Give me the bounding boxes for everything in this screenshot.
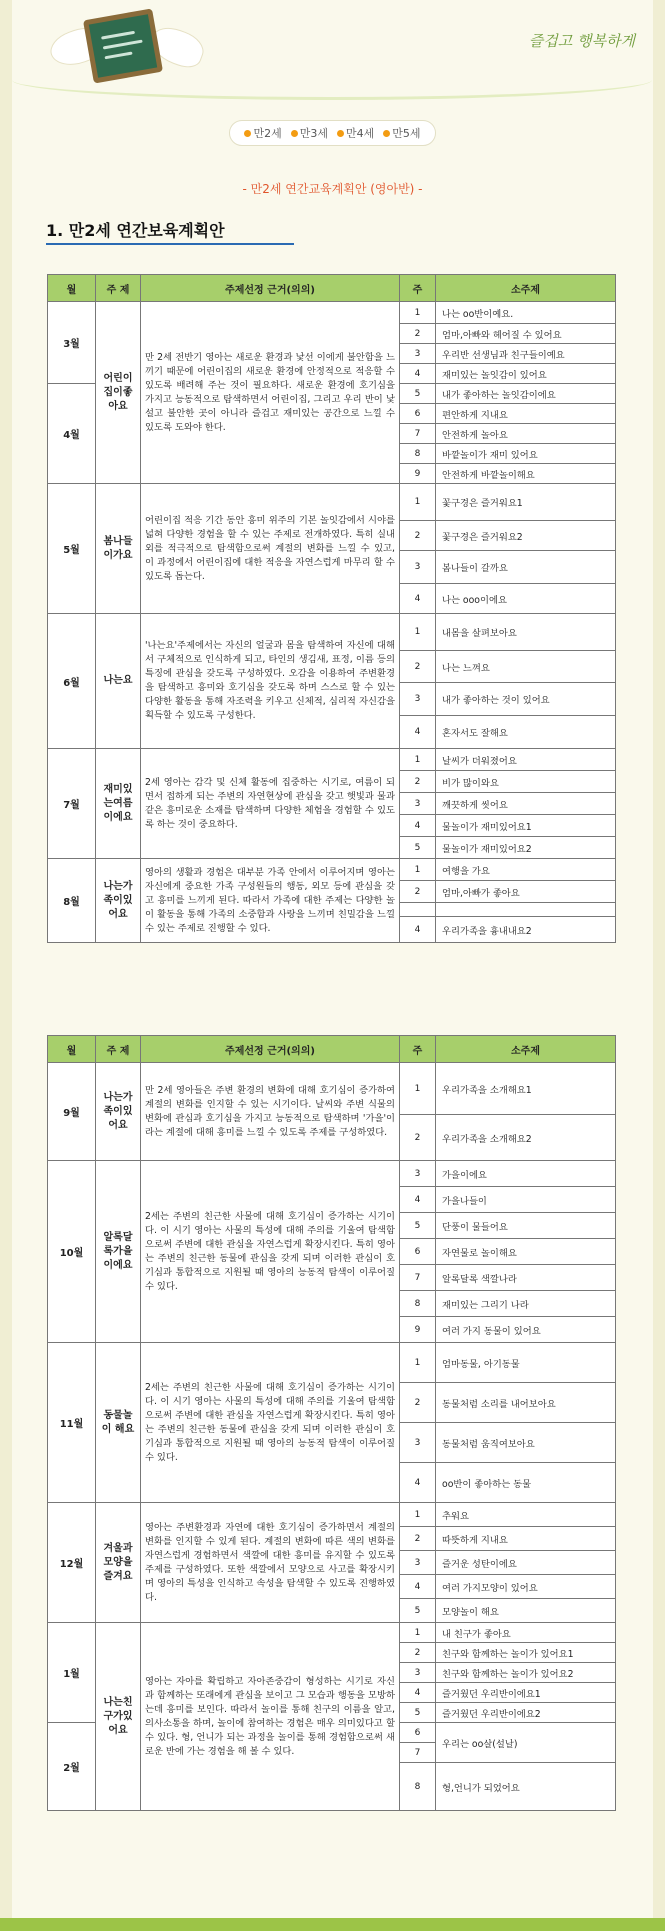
week-number: 3 xyxy=(400,1161,436,1187)
table-row xyxy=(48,1343,616,1383)
week-number: 3 xyxy=(400,1551,436,1575)
month-cell: 2월 xyxy=(48,1723,96,1811)
week-number: 2 xyxy=(400,521,436,551)
subtopic: 내가 좋아하는 것이 있어요 xyxy=(436,683,616,716)
page-subtitle: - 만2세 연간교육계획안 (영아반) - xyxy=(242,182,423,196)
week-number: 4 xyxy=(400,917,436,943)
subtopic: 내몸을 살펴보아요 xyxy=(436,614,616,651)
table-row xyxy=(48,859,616,881)
week-number: 4 xyxy=(400,1575,436,1599)
week-number: 1 xyxy=(400,1063,436,1115)
subtopic: 엄마동물, 아기동물 xyxy=(436,1343,616,1383)
week-number: 2 xyxy=(400,881,436,903)
bullet-icon xyxy=(337,130,344,137)
plan-table-1 xyxy=(47,274,616,943)
subtopic: 우리가족을 흉내내요2 xyxy=(436,917,616,943)
header-subtopic: 소주제 xyxy=(436,1036,616,1063)
theme-cell: 겨울과모양을즐겨요 xyxy=(96,1503,141,1623)
week-number: 4 xyxy=(400,1683,436,1703)
week-number: 8 xyxy=(400,1291,436,1317)
week-number: 1 xyxy=(400,302,436,324)
week-number: 2 xyxy=(400,771,436,793)
subtopic: 가을나들이 xyxy=(436,1187,616,1213)
subtopic: 친구와 함께하는 놀이가 있어요1 xyxy=(436,1643,616,1663)
subtopic: 우리가족을 소개해요1 xyxy=(436,1063,616,1115)
week-number: 2 xyxy=(400,1383,436,1423)
week-number: 1 xyxy=(400,1623,436,1643)
header-slogan: 즐겁고 행복하게 xyxy=(528,32,635,50)
subtopic: 내가 좋아하는 놀잇감이에요 xyxy=(436,384,616,404)
subtopic: 엄마,아빠와 헤어질 수 있어요 xyxy=(436,324,616,344)
reason-cell: 만 2세 전반기 영아는 새로운 환경과 낯선 이에게 불안함을 느끼기 때문에 어린이집의 새로운 환경에 안정적으로 적응할 수 있도록 배려해 주는 것이 필요하다. 새로운 환경에 호기심을 가지고 능동적으로 탐색하면서 어린이집, 그리고 우리 반이 낯설고 불안한 곳이 아니라 즐겁고 재미있는 공간으로 느낄 수 있도록 도와야 한다. xyxy=(141,302,400,484)
header-month: 월 xyxy=(48,1036,96,1063)
header xyxy=(0,0,665,110)
week-number: 5 xyxy=(400,1213,436,1239)
subtopic: 여러 가지 동물이 있어요 xyxy=(436,1317,616,1343)
subtopic: 안전하게 바깥놀이해요 xyxy=(436,464,616,484)
month-cell: 12월 xyxy=(48,1503,96,1623)
subtopic: 친구와 함께하는 놀이가 있어요2 xyxy=(436,1663,616,1683)
section-underline xyxy=(46,243,294,245)
bullet-icon xyxy=(244,130,251,137)
week-number: 6 xyxy=(400,1239,436,1265)
subtopic: 바깥놀이가 재미 있어요 xyxy=(436,444,616,464)
week-number: 3 xyxy=(400,793,436,815)
subtopic: 우리가족을 소개해요2 xyxy=(436,1115,616,1161)
reason-cell: 만 2세 영아들은 주변 환경의 변화에 대해 호기심이 증가하여 계절의 변화를 인지할 수 있는 시기이다. 날씨와 주변 식물의 변화에 관심과 호기심을 가지고 능동적으로 탐색하며 '가을'이라는 계절에 대해 흥미를 느낄 수 있도록 주제를 구성하였다. xyxy=(141,1063,400,1161)
week-number: 2 xyxy=(400,651,436,683)
week-number: 3 xyxy=(400,1423,436,1463)
week-number: 3 xyxy=(400,344,436,364)
table-row xyxy=(48,302,616,324)
theme-cell: 알록달록가을이에요 xyxy=(96,1161,141,1343)
reason-cell: 영아의 생활과 경험은 대부분 가족 안에서 이루어지며 영아는 자신에게 중요한 가족 구성원들의 행동, 외모 등에 관심을 갖고 흥미를 느끼게 된다. 따라서 가족에 대한 주제는 다양한 놀이 활동을 통해 가족의 소중함과 사랑을 느끼며 친밀감을 느낄 수 있는 주제로 진행할 수 있다. xyxy=(141,859,400,943)
section-title: 1. 만2세 연간보육계획안 xyxy=(46,221,225,240)
table-row xyxy=(48,1161,616,1187)
subtopic: 여러 가지모양이 있어요 xyxy=(436,1575,616,1599)
subtopic: 추워요 xyxy=(436,1503,616,1527)
chalkboard-icon xyxy=(83,8,163,83)
subtopic: 봄나들이 갈까요 xyxy=(436,551,616,584)
age-tab-3[interactable]: 만3세 xyxy=(291,125,328,141)
week-number: 2 xyxy=(400,1527,436,1551)
theme-cell: 재미있는여름이에요 xyxy=(96,749,141,859)
week-number: 1 xyxy=(400,1503,436,1527)
subtopic: 우리반 선생님과 친구들이예요 xyxy=(436,344,616,364)
week-number: 4 xyxy=(400,364,436,384)
reason-cell: 어린이집 적응 기간 동안 흥미 위주의 기본 놀잇감에서 시야를 넓혀 다양한 경험을 할 수 있는 주제로 전개하였다. 특히 실내외를 적극적으로 탐색함으로써 계절의 변화를 느낄 수 있고, 이 과정에서 어린이집에 대한 적응을 자연스럽게 마무리 할 수 있도록 돕는다. xyxy=(141,484,400,614)
week-number: 7 xyxy=(400,424,436,444)
week-number: 1 xyxy=(400,859,436,881)
subtopic: 나는 ooo이에요 xyxy=(436,584,616,614)
week-number: 9 xyxy=(400,464,436,484)
week-number: 4 xyxy=(400,815,436,837)
week-number: 4 xyxy=(400,1463,436,1503)
table-row xyxy=(48,1063,616,1115)
week-number: 2 xyxy=(400,1643,436,1663)
reason-cell: 2세 영아는 감각 및 신체 활동에 집중하는 시기로, 여름이 되면서 접하게 되는 주변의 자연현상에 관심을 갖고 햇빛과 물과 같은 흥미로운 소재를 탐색하며 다양한 체험을 경험할 수 있도록 하는 것이 중요하다. xyxy=(141,749,400,859)
table-row xyxy=(48,749,616,771)
week-number: 5 xyxy=(400,384,436,404)
subtopic: 비가 많이와요 xyxy=(436,771,616,793)
table-row xyxy=(48,1623,616,1643)
month-cell: 3월 xyxy=(48,302,96,384)
subtopic: 가을이에요 xyxy=(436,1161,616,1187)
header-week: 주 xyxy=(400,275,436,302)
reason-cell: 2세는 주변의 친근한 사물에 대해 호기심이 증가하는 시기이다. 이 시기 영아는 사물의 특성에 대해 주의를 기울여 탐색함으로써 주변에 대한 관심을 자연스럽게 확장시킨다. 특히 영아는 주변의 친근한 동물에 관심을 갖게 되며 이러한 관심이 호기심과 통합적으로 지원될 때 영아의 능동적 탐색이 이루어질 수 있다. xyxy=(141,1343,400,1503)
table-row xyxy=(48,1503,616,1527)
week-number: 2 xyxy=(400,1115,436,1161)
reason-cell: 영아는 자아를 확립하고 자아존중감이 형성하는 시기로 자신과 함께하는 또래에게 관심을 보이고 그 모습과 행동을 모방하는데 흥미를 보인다. 따라서 놀이를 통해 친구의 이름을 알고, 의사소통을 하며, 놀이에 참여하는 경험은 매우 의미있다고 할 수 있다. 형, 언니가 되는 과정을 놀이를 통해 경험함으로써 새로운 반에 가는 경험을 해 볼 수 있다. xyxy=(141,1623,400,1811)
age-tab-2[interactable]: 만2세 xyxy=(244,125,281,141)
subtopic: 물놀이가 재미있어요2 xyxy=(436,837,616,859)
plan-table-2 xyxy=(47,1035,616,1811)
reason-cell: 2세는 주변의 친근한 사물에 대해 호기심이 증가하는 시기이다. 이 시기 영아는 사물의 특성에 대해 주의를 기울여 탐색함으로써 주변에 대한 관심을 자연스럽게 확장시킨다. 특히 영아는 주변의 친근한 동물에 관심을 갖게 되며 이러한 관심이 호기심과 통합적으로 지원될 때 영아의 능동적 탐색이 이루어질 수 있다. xyxy=(141,1161,400,1343)
bullet-icon xyxy=(383,130,390,137)
week-number: 1 xyxy=(400,484,436,521)
week-number: 4 xyxy=(400,584,436,614)
week-number: 7 xyxy=(400,1743,436,1763)
subtopic: oo반이 좋아하는 동물 xyxy=(436,1463,616,1503)
month-cell: 4월 xyxy=(48,384,96,484)
header-week: 주 xyxy=(400,1036,436,1063)
reason-cell: '나는요'주제에서는 자신의 얼굴과 몸을 탐색하여 자신에 대해서 구체적으로 인식하게 되고, 타인의 생김새, 표정, 이름 등의 특징에 관심을 갖도록 구성하였다. 오감을 이용하여 주변환경을 탐색하고 흥미와 호기심을 갖도록 하며 스스로 할 수 있는 다양한 활동을 통해 자조력을 키우고 신체적, 심리적 자신감을 획득할 수 있도록 구성한다. xyxy=(141,614,400,749)
subtopic: 알록달록 색깔나라 xyxy=(436,1265,616,1291)
week-number: 2 xyxy=(400,324,436,344)
theme-cell: 나는요 xyxy=(96,614,141,749)
week-number: 6 xyxy=(400,1723,436,1743)
age-tab-4[interactable]: 만4세 xyxy=(337,125,374,141)
month-cell: 11월 xyxy=(48,1343,96,1503)
week-number: 5 xyxy=(400,837,436,859)
theme-cell: 동물놀이 해요 xyxy=(96,1343,141,1503)
week-number: 5 xyxy=(400,1599,436,1623)
subtopic: 날씨가 더워졌어요 xyxy=(436,749,616,771)
theme-cell: 나는친구가있어요 xyxy=(96,1623,141,1811)
subtopic: 따뜻하게 지내요 xyxy=(436,1527,616,1551)
week-number: 6 xyxy=(400,404,436,424)
month-cell: 10월 xyxy=(48,1161,96,1343)
month-cell: 6월 xyxy=(48,614,96,749)
week-number: 7 xyxy=(400,1265,436,1291)
week-number: 8 xyxy=(400,444,436,464)
table-header-row xyxy=(48,275,616,302)
subtopic: 편안하게 지내요 xyxy=(436,404,616,424)
subtopic xyxy=(436,903,616,917)
week-number: 4 xyxy=(400,1187,436,1213)
header-subtopic: 소주제 xyxy=(436,275,616,302)
week-number: 3 xyxy=(400,1663,436,1683)
subtopic: 재미있는 놀잇감이 있어요 xyxy=(436,364,616,384)
subtopic: 단풍이 물들어요 xyxy=(436,1213,616,1239)
subtopic: 혼자서도 잘해요 xyxy=(436,716,616,749)
header-reason: 주제선정 근거(의의) xyxy=(141,1036,400,1063)
week-number xyxy=(400,903,436,917)
subtopic: 깨끗하게 씻어요 xyxy=(436,793,616,815)
month-cell: 9월 xyxy=(48,1063,96,1161)
subtopic: 자연물로 놀이해요 xyxy=(436,1239,616,1265)
week-number: 3 xyxy=(400,551,436,584)
subtopic: 즐거운 성탄이에요 xyxy=(436,1551,616,1575)
header-month: 월 xyxy=(48,275,96,302)
subtopic: 동물처럼 소리를 내어보아요 xyxy=(436,1383,616,1423)
subtopic: 즐거웠던 우리반이에요2 xyxy=(436,1703,616,1723)
month-cell: 1월 xyxy=(48,1623,96,1723)
week-number: 4 xyxy=(400,716,436,749)
subtopic: 꽃구경은 즐거워요1 xyxy=(436,484,616,521)
header-theme: 주 제 xyxy=(96,275,141,302)
subtopic: 나는 oo반이예요. xyxy=(436,302,616,324)
week-number: 8 xyxy=(400,1763,436,1811)
week-number: 1 xyxy=(400,614,436,651)
theme-cell: 나는가족이있어요 xyxy=(96,1063,141,1161)
month-cell: 8월 xyxy=(48,859,96,943)
subtopic: 여행을 가요 xyxy=(436,859,616,881)
age-tab-5[interactable]: 만5세 xyxy=(383,125,420,141)
theme-cell: 나는가족이있어요 xyxy=(96,859,141,943)
subtopic: 동물처럼 움직여보아요 xyxy=(436,1423,616,1463)
header-theme: 주 제 xyxy=(96,1036,141,1063)
table-row xyxy=(48,484,616,521)
subtopic: 물놀이가 재미있어요1 xyxy=(436,815,616,837)
age-nav xyxy=(229,120,436,146)
table-header-row xyxy=(48,1036,616,1063)
subtopic: 내 친구가 좋아요 xyxy=(436,1623,616,1643)
subtopic: 꽃구경은 즐거워요2 xyxy=(436,521,616,551)
week-number: 1 xyxy=(400,1343,436,1383)
subtopic: 엄마,아빠가 좋아요 xyxy=(436,881,616,903)
month-cell: 7월 xyxy=(48,749,96,859)
bullet-icon xyxy=(291,130,298,137)
subtopic: 재미있는 그리기 나라 xyxy=(436,1291,616,1317)
week-number: 5 xyxy=(400,1703,436,1723)
week-number: 1 xyxy=(400,749,436,771)
theme-cell: 봄나들이가요 xyxy=(96,484,141,614)
month-cell: 5월 xyxy=(48,484,96,614)
subtopic: 형,언니가 되었어요 xyxy=(436,1763,616,1811)
subtopic: 모양놀이 해요 xyxy=(436,1599,616,1623)
subtopic: 우리는 oo살(설날) xyxy=(436,1723,616,1763)
theme-cell: 어린이집이좋아요 xyxy=(96,302,141,484)
reason-cell: 영아는 주변환경과 자연에 대한 호기심이 증가하면서 계절의 변화를 인지할 수 있게 된다. 계절의 변화에 따른 색의 변화를 자연스럽게 경험하면서 색깔에 대한 흥미를 유지할 수 있도록 주제를 구성하였다. 또한 색깔에서 모양으로 사고를 확장시키며 영아의 특성을 인식하고 속성을 탐색할 수 있도록 진행하였다. xyxy=(141,1503,400,1623)
subtopic: 나는 느껴요 xyxy=(436,651,616,683)
week-number: 3 xyxy=(400,683,436,716)
header-reason: 주제선정 근거(의의) xyxy=(141,275,400,302)
week-number: 9 xyxy=(400,1317,436,1343)
table-row xyxy=(48,614,616,651)
footer-bar xyxy=(0,1918,665,1931)
subtopic: 안전하게 놀아요 xyxy=(436,424,616,444)
subtopic: 즐거웠던 우리반이에요1 xyxy=(436,1683,616,1703)
